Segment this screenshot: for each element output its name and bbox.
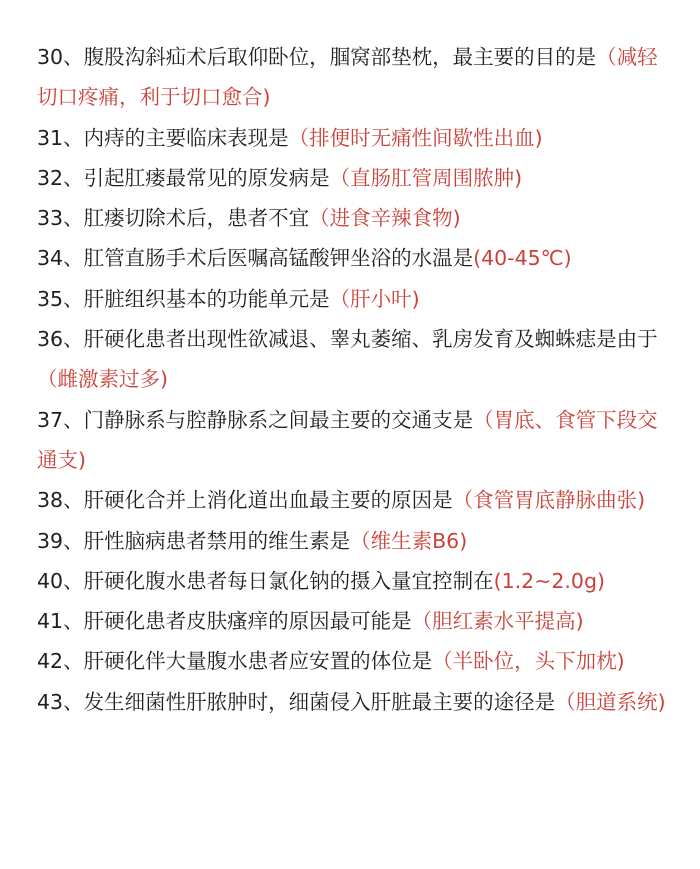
question-text: 肝硬化合并上消化道出血最主要的原因是	[83, 488, 453, 513]
question-number: 42、	[37, 649, 84, 674]
question-text: 肝硬化伴大量腹水患者应安置的体位是	[83, 649, 433, 674]
question-43	[37, 682, 678, 722]
question-text: 内痔的主要临床表现是	[83, 125, 289, 150]
answer-text: （雌激素过多)	[37, 367, 168, 392]
question-text: 发生细菌性肝脓肿时，细菌侵入肝脏最主要的途径是	[83, 689, 556, 714]
question-31	[37, 118, 678, 158]
question-text: 肝硬化患者皮肤瘙痒的原因最可能是	[83, 609, 412, 634]
question-number: 35、	[37, 286, 84, 311]
question-text: 腹股沟斜疝术后取仰卧位，腘窝部垫枕，最主要的目的是	[83, 45, 597, 69]
answer-text: （胃底、食管下段交通支)	[37, 407, 658, 472]
question-text: 肝性脑病患者禁用的维生素是	[83, 528, 351, 553]
question-30	[37, 37, 678, 118]
question-number: 33、	[37, 206, 84, 231]
answer-text: （胆道系统)	[555, 689, 666, 714]
question-text: 肝硬化腹水患者每日氯化钠的摄入量宜控制在	[83, 568, 494, 593]
question-number: 32、	[37, 165, 84, 190]
answer-text: （维生素B6)	[350, 528, 468, 553]
question-number: 38、	[37, 488, 84, 513]
question-41	[37, 601, 678, 641]
question-35	[37, 279, 678, 319]
question-32	[37, 158, 678, 198]
answer-text: （半卧位，头下加枕)	[432, 649, 625, 674]
question-38	[37, 480, 678, 520]
question-number: 37、	[37, 407, 84, 432]
answer-text: （胆红素水平提高)	[411, 609, 584, 634]
answer-text: （直肠肛管周围脓肿)	[329, 165, 523, 190]
question-number: 34、	[37, 246, 84, 271]
answer-text: （食管胃底静脉曲张)	[452, 488, 646, 513]
question-36	[37, 319, 678, 400]
answer-text: （肝小叶)	[329, 286, 420, 311]
question-number: 39、	[37, 528, 84, 553]
question-number: 43、	[37, 689, 84, 714]
question-text: 门静脉系与腔静脉系之间最主要的交通支是	[83, 407, 474, 432]
answer-text: （进食辛辣食物)	[309, 206, 461, 231]
question-number: 40、	[37, 568, 84, 593]
question-33	[37, 198, 678, 238]
question-42	[37, 641, 678, 681]
question-text: 肝脏组织基本的功能单元是	[83, 286, 330, 311]
answer-text: (1.2~2.0g)	[493, 568, 605, 593]
question-39	[37, 521, 678, 561]
answer-text: (40-45℃)	[473, 246, 572, 271]
answer-text: （排便时无痛性间歇性出血)	[288, 125, 543, 150]
question-37	[37, 400, 678, 481]
question-text: 肝硬化患者出现性欲减退、睾丸萎缩、乳房发育及蜘蛛痣是由于	[83, 327, 658, 352]
question-40	[37, 561, 678, 601]
question-text: 肛瘘切除术后，患者不宜	[83, 206, 310, 231]
question-text: 引起肛瘘最常见的原发病是	[83, 165, 330, 190]
question-34	[37, 238, 678, 278]
question-number: 36、	[37, 327, 84, 352]
question-number: 30、	[37, 45, 84, 69]
question-number: 31、	[37, 125, 84, 150]
question-text: 肛管直肠手术后医嘱高锰酸钾坐浴的水温是	[83, 246, 474, 271]
question-number: 41、	[37, 609, 84, 634]
answer-text: （减轻切口疼痛，利于切口愈合)	[37, 45, 658, 110]
